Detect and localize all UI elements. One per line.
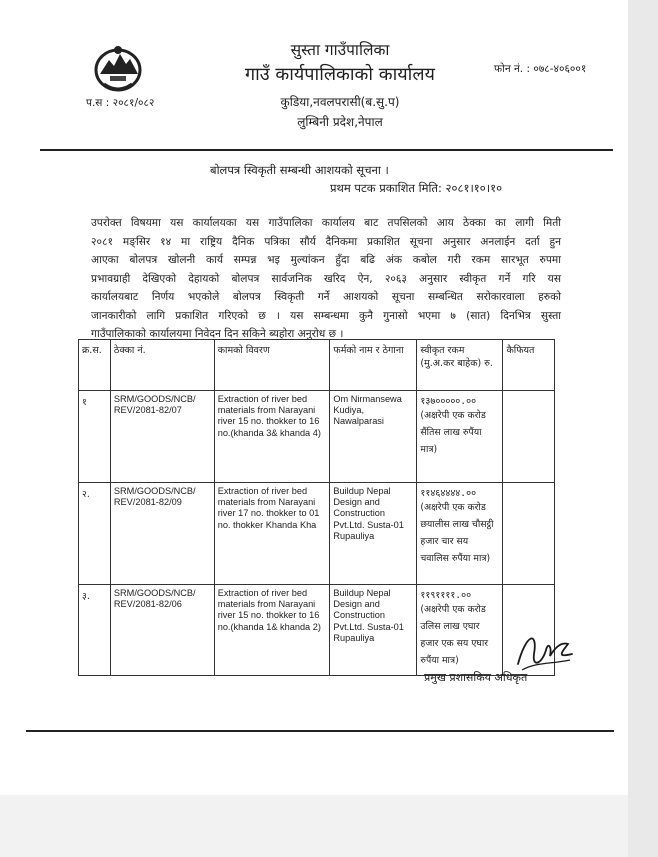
body-line: उपरोक्त विषयमा यस कार्यालयका यस गाउँपालिका कार्यालय बाट तपसिलको आय ठेक्का का लागी मिती <box>91 217 561 229</box>
row-description: Extraction of river bed materials from Narayani river 15 no. thokker to 16 no.(khanda 1& khanda 2) <box>214 585 330 676</box>
header-contract-no: ठेक्का नं. <box>110 340 214 391</box>
handwritten-signature <box>512 624 576 676</box>
body-line: कार्यालयबाट निर्णय भएकोले बोलपत्र स्विकृती गर्ने आशयको सूचना सम्बन्धित सरोकारवाला हरुको <box>91 291 561 303</box>
notice-subject: बोलपत्र स्विकृती सम्बन्धी आशयको सूचना । <box>210 163 389 177</box>
row-firm: Buildup Nepal Design and Construction Pvt.Ltd. Susta-01 Rupauliya <box>330 585 417 676</box>
row-amount-cell <box>417 483 503 585</box>
row-amount: ११४६४४४४.०० <box>420 488 477 499</box>
row-firm: Buildup Nepal Design and Construction Pvt.Ltd. Susta-01 Rupauliya <box>330 483 417 585</box>
row-remarks <box>503 391 555 483</box>
row-amount: ११९११११.०० <box>420 590 472 601</box>
row-contract-no: SRM/GOODS/NCB/ REV/2081-82/06 <box>110 585 214 676</box>
row-sn: ३. <box>79 585 111 676</box>
table-row <box>79 585 555 676</box>
row-contract-no: SRM/GOODS/NCB/ REV/2081-82/09 <box>110 483 214 585</box>
table-row <box>79 483 555 585</box>
header-amount: स्वीकृत रकम (मु.अ.कर बाहेक) रु. <box>417 340 503 391</box>
row-sn: २. <box>79 483 111 585</box>
row-amount-words: (अक्षरेपी एक करोड सैंतिस लाख रुपैंया मात्र) <box>420 410 486 455</box>
publish-date: प्रथम पटक प्रकाशित मिति: २०८१।१०।१० <box>330 181 503 195</box>
address-line-2: लुम्बिनी प्रदेश,नेपाल <box>297 115 383 129</box>
signer-title: प्रमुख प्रशासकिय अधिकृत <box>424 671 528 684</box>
row-description: Extraction of river bed materials from Narayani river 17 no. thokker to 01 no. thokker Khanda Kha <box>214 483 330 585</box>
table-row <box>79 391 555 483</box>
scan-margin <box>0 795 628 857</box>
row-amount-cell <box>417 585 503 676</box>
row-firm: Om Nirmansewa Kudiya, Nawalparasi <box>330 391 417 483</box>
header-firm: फर्मको नाम र ठेगाना <box>330 340 417 391</box>
header-description: कामको विवरण <box>214 340 330 391</box>
tender-table <box>78 339 555 676</box>
footer-divider <box>26 730 614 732</box>
row-contract-no: SRM/GOODS/NCB/ REV/2081-82/07 <box>110 391 214 483</box>
scan-edge <box>628 0 658 857</box>
body-line: गाउँपालिकाको कार्यालयमा निवेदन दिन सकिने ब्यहोरा अनुरोध छ । <box>91 328 344 340</box>
reference-number: प.स : २०८१/०८२ <box>86 97 155 109</box>
row-amount-words: (अक्षरेपी एक करोड उलिस लाख एघार हजार एक सय एघार रुपैंया मात्र) <box>420 604 489 666</box>
row-amount: १३७०००००.०० <box>420 396 477 407</box>
address-line-1: कुडिया,नवलपरासी(ब.सु.प) <box>280 95 400 109</box>
header-sn: क्र.स. <box>79 340 111 391</box>
row-description: Extraction of river bed materials from Narayani river 15 no. thokker to 16 no.(khanda 3& khanda 4) <box>214 391 330 483</box>
row-amount-cell <box>417 391 503 483</box>
office-name: गाउँ कार्यपालिकाको कार्यालय <box>245 64 435 85</box>
table-header-row <box>79 340 555 391</box>
body-line: जानकारीको लागि प्रकाशित गरिएको छ । यस सम्बन्धमा कुनै गुनासो भएमा ७ (सात) दिनभित्र सुस्ता <box>91 309 561 322</box>
body-line: प्रभावग्राही देखिएको देहायको बोलपत्र सार्वजनिक खरिद ऐन, २०६३ अनुसार स्वीकृत गर्ने गरि यस <box>91 272 561 285</box>
notice-body <box>91 214 561 344</box>
row-amount-words: (अक्षरेपी एक करोड छयालीस लाख चौसट्ठी हजार चार सय चवालिस रुपैंया मात्र) <box>420 502 494 564</box>
row-sn: १ <box>79 391 111 483</box>
header-divider <box>40 149 613 151</box>
body-line: आएका बोलपत्र खोलनी कार्य सम्पन्न भइ मुल्यांकन हुँदा बढि अंक कबोल गरी रकम सारभूत रुपमा <box>91 254 561 266</box>
body-line: २०८१ मङ्सिर १४ मा राष्ट्रिय दैनिक पत्रिका सौर्य दैनिकमा प्रकाशित सूचना अनुसार अनलाईन दर्ता हुन <box>91 235 561 248</box>
row-remarks <box>503 483 555 585</box>
phone-number: फोन नं. : ०७८-४०६००१ <box>494 63 587 75</box>
header-remarks: कैफियत <box>503 340 555 391</box>
municipality-name: सुस्ता गाउँपालिका <box>290 41 390 59</box>
